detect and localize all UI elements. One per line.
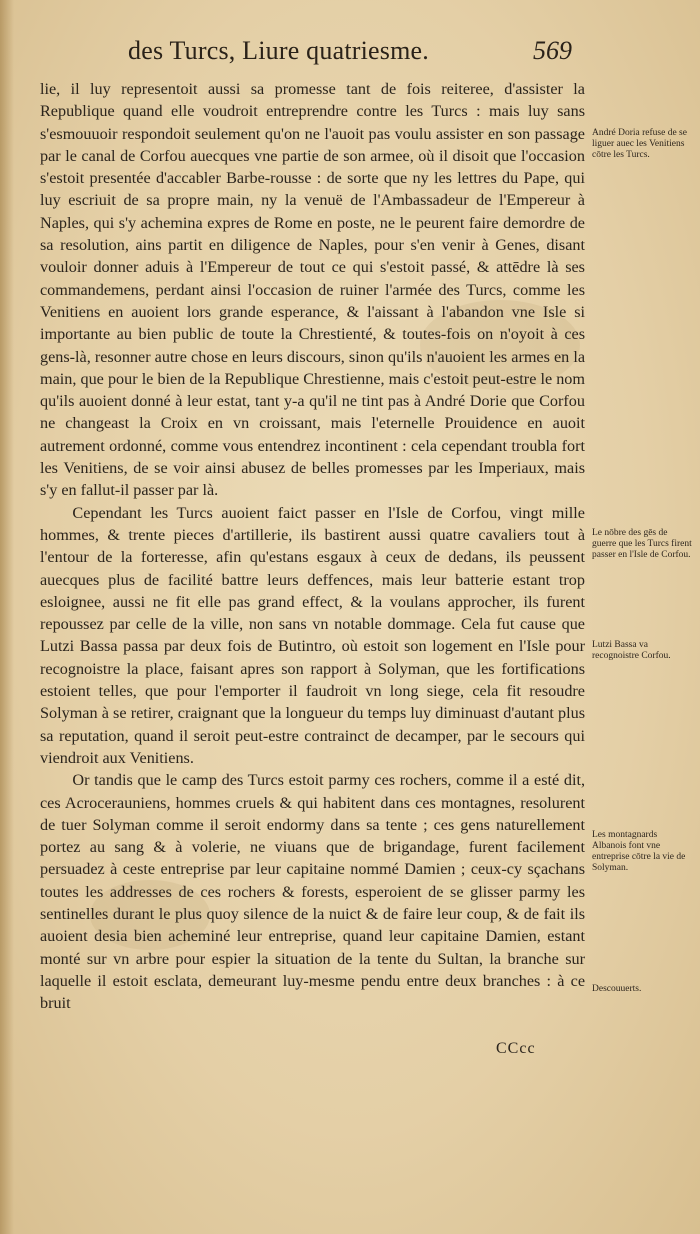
paragraph: Or tandis que le camp des Turcs estoit parmy ces rochers, comme il a esté dit, ces Acrocerauniens, hommes cruels & qui habitent dans ces montagnes, resolurent de tuer Solyman comme il seroit endormy dans sa tente ; ces gens naturellement portez au sang & à volerie, ne viuans que de brigandage, furent facilement persuadez à ceste entreprise par leur capitaine nommé Damien ; ceux-cy sçachans toutes les addresses de ces rochers & forests, esperoient de se glisser parmy les sentinelles durant le plus quoy silence de la nuict & de faire leur coup, & de fait ils auoient desia bien acheminé leur entreprise, quand leur capitaine Damien, estant monté sur vn arbre pour espier la situation de la tente du Sultan, la branche sur laquelle il estoit esclata, demeurant luy-mesme pendu entre deux branches : à ce bruit (40, 771, 585, 1013)
margin-note: Le nōbre des gēs de guerre que les Turcs firent passer en l'Isle de Corfou. (592, 528, 692, 560)
page-number: 569 (533, 36, 572, 65)
catchword: CCcc (496, 1040, 536, 1057)
margin-note: Descouuerts. (592, 984, 642, 994)
paragraph: lie, il luy representoit aussi sa promesse tant de fois reiteree, d'assister la Republique quand elle voudroit entreprendre contre les Turcs : mais luy sans s'esmouuoir respondoit seulement qu'on ne l'auoit pas voulu assister en son passage par le canal de Corfou auecques vne partie de son armee, où il disoit que l'occasion s'estoit presentée d'accabler Barbe-rousse : de sorte que ny les lettres du Pape, qui luy escriuit de sa propre main, ny la venuë de l'Ambassadeur de l'Empereur à Naples, qui s'y achemina expres de Rome en poste, ne le peurent faire demordre de sa resolution, ains partit en diligence de Naples, pour s'en venir à Genes, disant vouloir donner aduis à l'Empereur de tout ce qui s'estoit passé, & attēdre là ses commandemens, perdant ainsi l'occasion de ruiner l'armée des Turcs, comme les Venitiens en auoient lors grande esperance, & l'aissant à l'abandon vne Isle si importante au bien public de toute la Chrestienté, & toutes-fois on n'oyoit à ces gens-là, resonner autre chose en leurs discours, sinon qu'ils n'auoient les armes en la main, que pour le bien de la Republique Chrestienne, mais c'estoit peut-estre le nom qu'ils auoient donné à leur estat, tant y-a qu'il ne tint pas à André Dorie que Corfou ne changeast la Croix en vn croissant, mais l'eternelle Prouidence en auoit autrement ordonné, comme vous entendrez incontinent : cela cependant troubla fort les Venitiens, de se voir ainsi abusez de belles promesses par les Imperiaux, mais s'y en fallut-il passer par là. (40, 80, 585, 500)
paragraph: Cependant les Turcs auoient faict passer en l'Isle de Corfou, vingt mille hommes, & trente pieces d'artillerie, ils bastirent aussi quatre cavaliers tout à l'entour de la forteresse, afin qu'estans esgaux à ceux de dedans, ils peussent auecques plus de facilité battre leurs deffences, mais leur batterie estant trop esloignee, aussi ne fit elle pas grand effect, & la voulans approcher, ils furent repoussez par celle de la ville, non sans vn notable dommage. Cela fut cause que Lutzi Bassa passa par deux fois de Butintro, où estoit son logement en l'Isle pour recognoistre la place, faisant apres son rapport à Solyman, que les fortifications estoient telles, que pour l'emporter il faudroit vn long siege, cela fit resoudre Solyman à se retirer, craignant que la longueur du temps luy diminuast d'autant plus sa reputation, quand il seroit peut-estre contrainct de decamper, par le secours qui viendroit aux Venitiens. (40, 503, 585, 767)
margin-note: André Doria refuse de se liguer auec les Venitiens cōtre les Turcs. (592, 128, 687, 160)
page-header (0, 36, 700, 76)
main-text (40, 78, 585, 1014)
margin-note: Les montagnards Albanois font vne entreprise cōtre la vie de Solyman. (592, 830, 686, 873)
running-title: des Turcs, Liure quatriesme. (128, 36, 429, 65)
gutter-shadow (0, 0, 14, 1234)
margin-note: Lutzi Bassa va recognoistre Corfou. (592, 640, 671, 661)
